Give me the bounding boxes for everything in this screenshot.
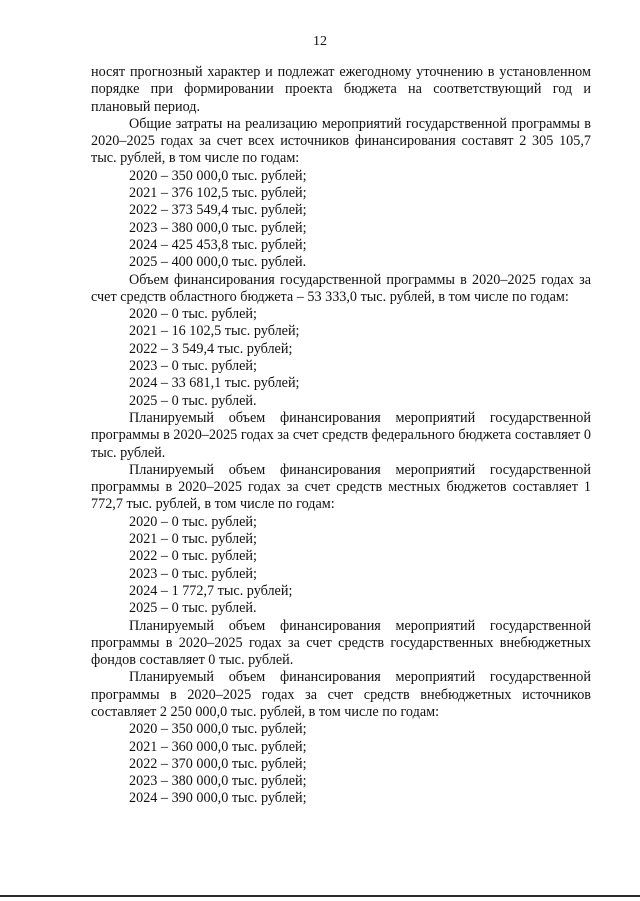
list-item: 2022 – 0 тыс. рублей; <box>129 548 257 565</box>
list-total-by-year <box>91 168 591 272</box>
list-item: 2025 – 0 тыс. рублей. <box>129 392 257 409</box>
list-item: 2020 – 0 тыс. рублей; <box>129 513 257 530</box>
paragraph-extrabudgetary-sources: Планируемый объем финансирования мероприятий государственной программы в 2020–2025 годах за счет средств внебюджетных источников составляет 2 250 000,0 тыс. рублей, в том числе по годам: <box>91 669 591 720</box>
list-item: 2025 – 0 тыс. рублей. <box>129 600 257 617</box>
list-item: 2023 – 380 000,0 тыс. рублей; <box>129 773 307 790</box>
list-item: 2023 – 380 000,0 тыс. рублей; <box>129 219 307 236</box>
list-item: 2021 – 16 102,5 тыс. рублей; <box>129 323 300 340</box>
list-extrabudgetary-by-year <box>91 721 591 807</box>
paragraph-regional-budget: Объем финансирования государственной программы в 2020–2025 годах за счет средств областного бюджета – 53 333,0 тыс. рублей, в том числе по годам: <box>91 271 591 305</box>
list-item: 2025 – 400 000,0 тыс. рублей. <box>129 254 307 271</box>
list-regional-by-year <box>91 306 591 410</box>
page-bottom-edge <box>0 895 640 897</box>
list-local-by-year <box>91 514 591 618</box>
paragraph-local-budgets: Планируемый объем финансирования мероприятий государственной программы в 2020–2025 годах за счет средств местных бюджетов составляет 1 772,7 тыс. рублей, в том числе по годам: <box>91 461 591 513</box>
list-item: 2024 – 33 681,1 тыс. рублей; <box>129 375 300 392</box>
list-item: 2024 – 425 453,8 тыс. рублей; <box>129 236 307 253</box>
list-item: 2021 – 0 тыс. рублей; <box>129 531 257 548</box>
list-item: 2020 – 350 000,0 тыс. рублей; <box>129 167 307 184</box>
list-item: 2021 – 360 000,0 тыс. рублей; <box>129 738 307 755</box>
list-item: 2021 – 376 102,5 тыс. рублей; <box>129 185 307 202</box>
paragraph-continuation: носят прогнозный характер и подлежат ежегодному уточнению в установленном порядке при формировании проекта бюджета на соответствующий год и плановый период. <box>91 64 591 115</box>
paragraph-extrabudgetary-funds: Планируемый объем финансирования мероприятий государственной программы в 2020–2025 годах за счет средств государственных внебюджетных фондов составляет 0 тыс. рублей. <box>91 617 591 669</box>
list-item: 2023 – 0 тыс. рублей; <box>129 565 257 582</box>
list-item: 2023 – 0 тыс. рублей; <box>129 358 257 375</box>
paragraph-federal-budget: Планируемый объем финансирования мероприятий государственной программы в 2020–2025 годах за счет средств федерального бюджета составляет 0 тыс. рублей. <box>91 409 591 461</box>
list-item: 2022 – 370 000,0 тыс. рублей; <box>129 755 307 772</box>
paragraph-total-costs: Общие затраты на реализацию мероприятий государственной программы в 2020–2025 годах за счет всех источников финансирования составят 2 305 105,7 тыс. рублей, в том числе по годам: <box>91 115 591 167</box>
list-item: 2022 – 3 549,4 тыс. рублей; <box>129 340 293 357</box>
list-item: 2020 – 0 тыс. рублей; <box>129 306 257 323</box>
list-item: 2022 – 373 549,4 тыс. рублей; <box>129 202 307 219</box>
list-item: 2020 – 350 000,0 тыс. рублей; <box>129 721 307 738</box>
list-item: 2024 – 390 000,0 тыс. рублей; <box>129 790 307 807</box>
list-item: 2024 – 1 772,7 тыс. рублей; <box>129 582 293 599</box>
document-body <box>91 64 591 808</box>
page-number: 12 <box>313 34 327 49</box>
